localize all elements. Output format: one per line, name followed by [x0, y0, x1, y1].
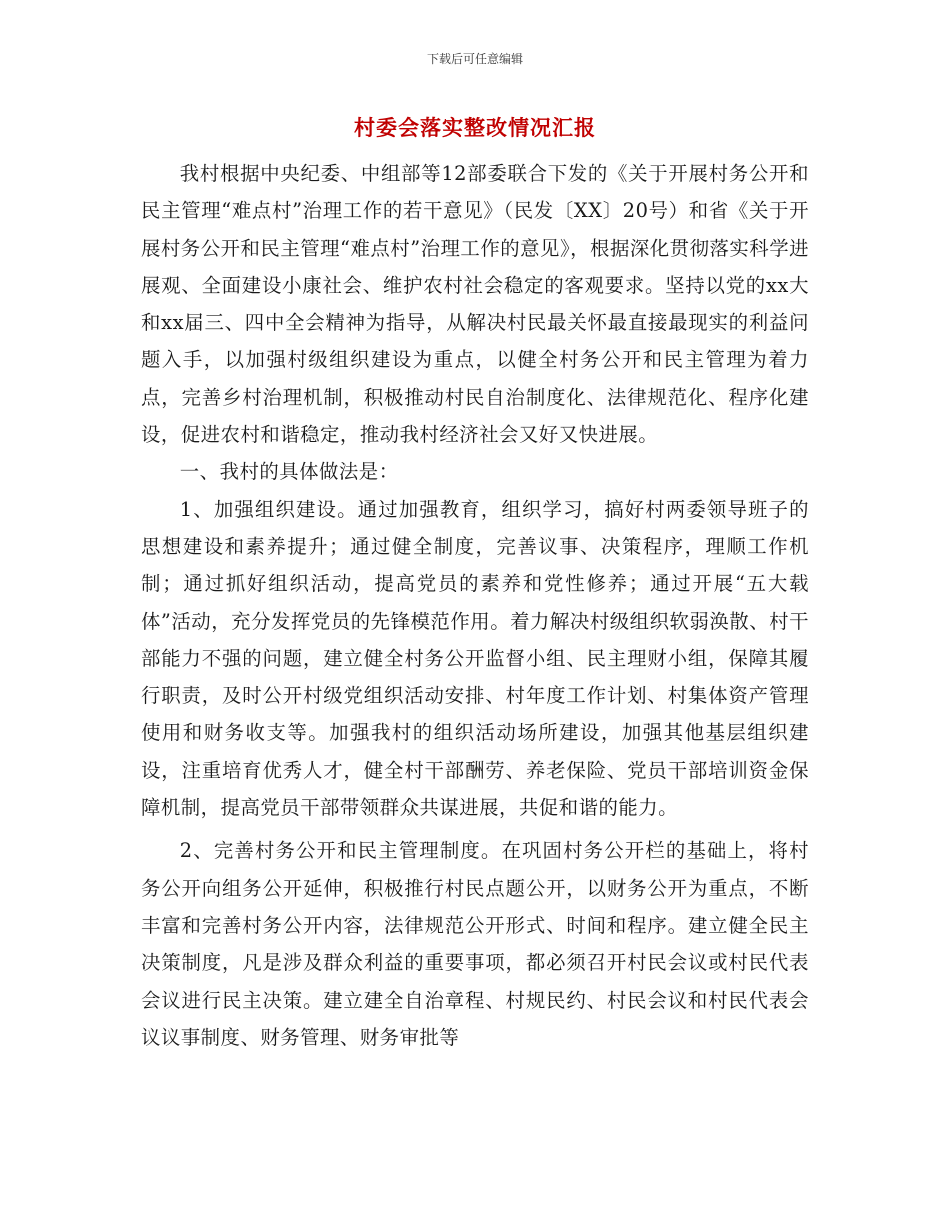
paragraph-organization-building: 1、加强组织建设。通过加强教育，组织学习，搞好村两委领导班子的思想建设和素养提升；通过健全制度，完善议事、决策程序，理顺工作机制；通过抓好组织活动，提高党员的素养和党性修养；通过开展“五大载体”活动，充分发挥党员的先锋模范作用。着力解决村级组织软弱涣散、村干部能力不强的问题，建立健全村务公开监督小组、民主理财小组，保障其履行职责，及时公开村级党组织活动安排、村年度工作计划、村集体资产管理使用和财务收支等。加强我村的组织活动场所建设，加强其他基层组织建设，注重培育优秀人才，健全村干部酬劳、养老保险、党员干部培训资金保障机制，提高党员干部带领群众共谋进展，共促和谐的能力。: [141, 497, 809, 820]
paragraph-intro: 我村根据中央纪委、中组部等12部委联合下发的《关于开展村务公开和民主管理“难点村”治理工作的若干意见》（民发〔XX〕20号）和省《关于开展村务公开和民主管理“难点村”治理工作的意见》，根据深化贯彻落实科学进展观、全面建设小康社会、维护农村社会稳定的客观要求。坚持以党的xx大和xx届三、四中全会精神为指导，从解决村民最关怀最直接最现实的利益问题入手，以加强村级组织建设为重点，以健全村务公开和民主管理为着力点，完善乡村治理机制，积极推动村民自治制度化、法律规范化、程序化建设，促进农村和谐稳定，推动我村经济社会又好又快进展。: [141, 162, 809, 447]
document-body: [141, 155, 809, 1056]
paragraph-village-affairs-disclosure: 2、完善村务公开和民主管理制度。在巩固村务公开栏的基础上，将村务公开向组务公开延伸，积极推行村民点题公开，以财务公开为重点，不断丰富和完善村务公开内容，法律规范公开形式、时间和程序。建立健全民主决策制度，凡是涉及群众利益的重要事项，都必须召开村民会议或村民代表会议进行民主决策。建立建全自治章程、村规民约、村民会议和村民代表会议议事制度、财务管理、财务审批等: [141, 839, 809, 1049]
document-title: 村委会落实整改情况汇报: [354, 116, 596, 140]
paragraph-section-heading: 一、我村的具体做法是：: [179, 460, 399, 484]
page-header-note: 下载后可任意编辑: [426, 52, 523, 66]
